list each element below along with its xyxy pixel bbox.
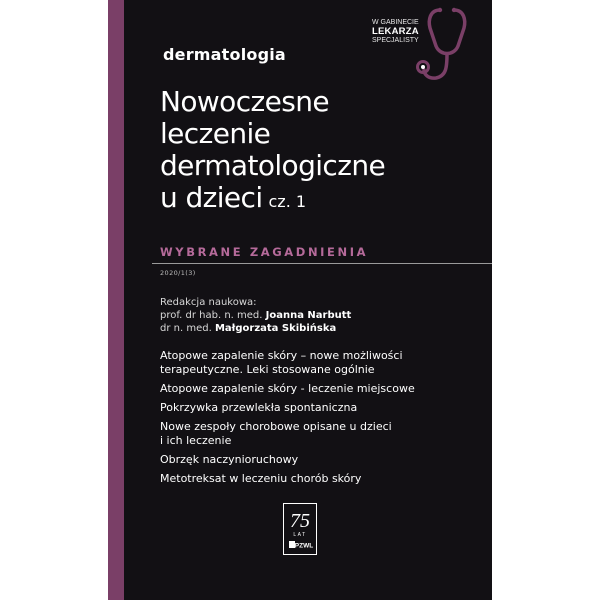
badge-line-3: SPECJALISTY <box>372 37 419 44</box>
divider-rule <box>152 263 492 264</box>
topic-line: Atopowe zapalenie skóry - leczenie miejscowe <box>160 382 415 395</box>
topic-line: terapeutyczne. Leki stosowane ogólnie <box>160 363 375 376</box>
book-subtitle: WYBRANE ZAGADNIENIA <box>160 245 369 259</box>
logo-anniversary-number: 75 <box>290 510 310 532</box>
issue-number: 2020/1(3) <box>160 269 196 277</box>
topic-line: i ich leczenie <box>160 434 232 447</box>
topic-item <box>160 472 480 486</box>
topic-item <box>160 382 480 396</box>
editor-1 <box>160 309 351 322</box>
editors-label: Redakcja naukowa: <box>160 297 257 308</box>
title-line-1: Nowoczesne <box>160 85 329 118</box>
badge-line-1: W GABINECIE <box>372 19 419 26</box>
topic-item <box>160 453 480 467</box>
title-line-3: dermatologiczne <box>160 149 386 182</box>
title-line-4 <box>160 182 385 218</box>
book-cover <box>108 0 492 600</box>
title-part: cz. 1 <box>268 192 307 211</box>
topic-line: Metotreksat w leczeniu chorób skóry <box>160 472 362 485</box>
topics-list <box>160 349 480 491</box>
title-line-4-text: u dzieci <box>160 181 263 214</box>
topic-item <box>160 401 480 415</box>
badge-line-2: LEKARZA <box>372 26 419 37</box>
topic-line: Nowe zespoły chorobowe opisane u dzieci <box>160 420 392 433</box>
editor-2-prefix: dr n. med. <box>160 323 212 334</box>
editor-1-name: Joanna Narbutt <box>265 310 352 321</box>
title-line-2: leczenie <box>160 117 271 150</box>
editors-block <box>160 296 351 335</box>
series-label: dermatologia <box>163 45 286 64</box>
book-title <box>160 86 385 218</box>
topic-line: Pokrzywka przewlekła spontaniczna <box>160 401 358 414</box>
topic-item <box>160 349 480 377</box>
topic-item <box>160 420 480 448</box>
topic-line: Obrzęk naczynioruchowy <box>160 453 299 466</box>
logo-lat-text: LAT <box>293 532 307 538</box>
editor-2 <box>160 322 351 335</box>
publisher-logo <box>283 503 317 555</box>
topic-line: Atopowe zapalenie skóry – nowe możliwości <box>160 349 403 362</box>
editor-2-name: Małgorzata Skibińska <box>214 323 337 334</box>
stethoscope-icon <box>410 6 484 88</box>
logo-publisher-text: PZWL <box>294 542 314 550</box>
cover-spine-stripe <box>108 0 124 600</box>
editor-1-prefix: prof. dr hab. n. med. <box>160 310 263 321</box>
